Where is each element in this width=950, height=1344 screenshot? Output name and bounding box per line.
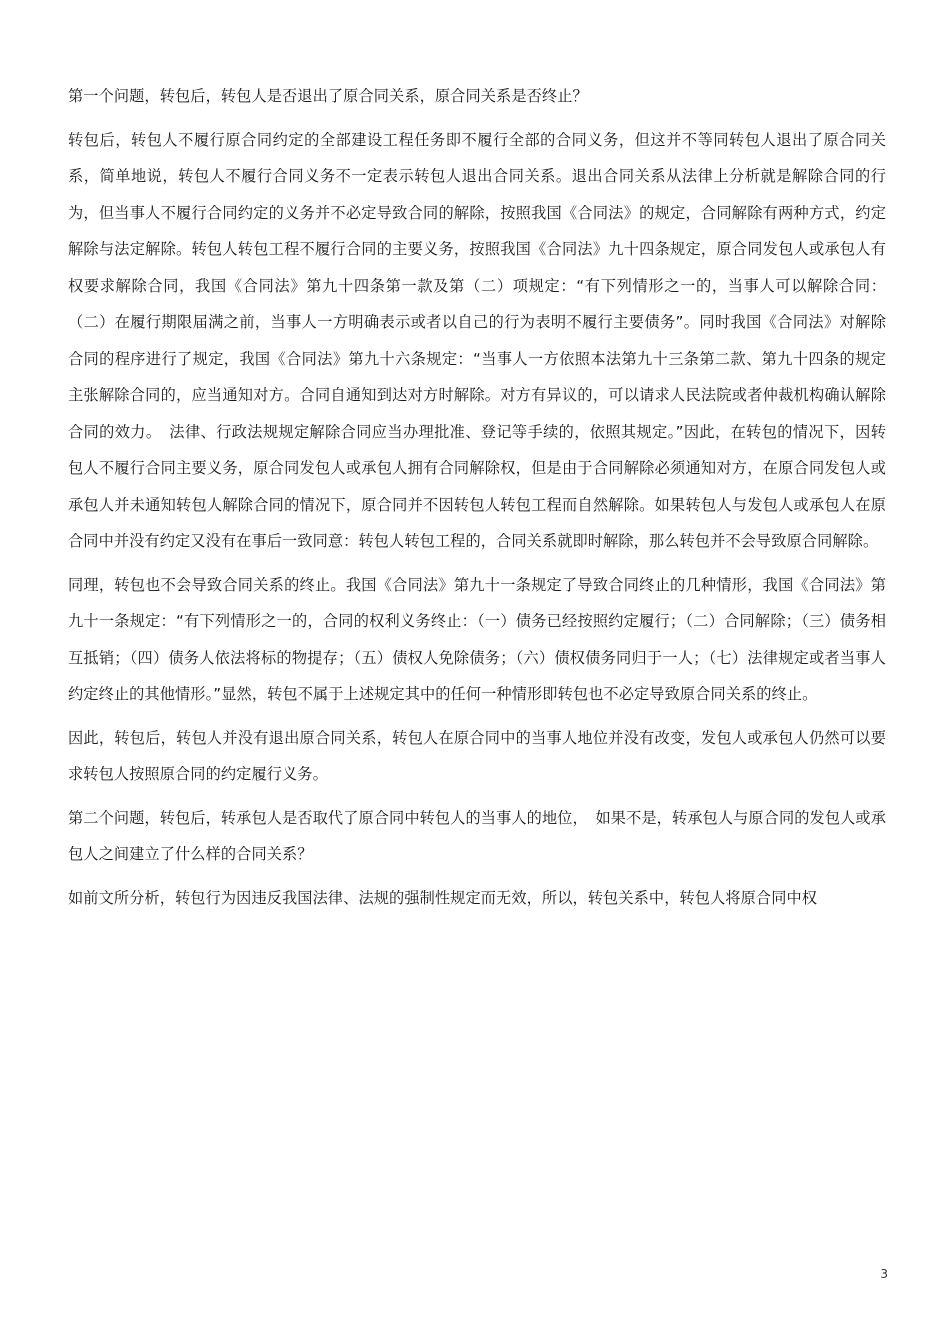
paragraph-question-one: 第一个问题，转包后，转包人是否退出了原合同关系，原合同关系是否终止？: [68, 87, 588, 105]
page-number: 3: [880, 1267, 888, 1281]
paragraph-contract-end-conditions: 同理，转包也不会导致合同关系的终止。我国《合同法》第九十一条规定了导致合同终止的几种情形，我国《合同法》第九十一条规定：“有下列情形之一的，合同的权利义务终止：（一）债务已经按照约定履行；（二）合同解除；（三）债务相互抵销；（四）债务人依法将标的物提存；（五）债权人免除债务；（六）债权债务同归于一人；（七）法律规定或者当事人约定终止的其他情形。”显然，转包不属于上述规定其中的任何一种情形即转包也不必定导致原合同关系的终止。: [68, 575, 886, 703]
paragraph-conclusion-one: 因此，转包后，转包人并没有退出原合同关系，转包人在原合同中的当事人地位并没有改变，发包人或承包人仍然可以要求转包人按照原合同的约定履行义务。: [68, 728, 886, 783]
paragraph-contract-termination-analysis: 转包后，转包人不履行原合同约定的全部建设工程任务即不履行全部的合同义务，但这并不等同转包人退出了原合同关系，简单地说，转包人不履行合同义务不一定表示转包人退出合同关系。退出合同关系从法律上分析就是解除合同的行为，但当事人不履行合同约定的义务并不必定导致合同的解除，按照我国《合同法》的规定，合同解除有两种方式，约定解除与法定解除。转包人转包工程不履行合同的主要义务，按照我国《合同法》九十四条规定，原合同发包人或承包人有权要求解除合同，我国《合同法》第九十四条第一款及第（二）项规定：“有下列情形之一的，当事人可以解除合同：（二）在履行期限届满之前，当事人一方明确表示或者以自己的行为表明不履行主要债务”。同时我国《合同法》对解除合同的程序进行了规定，我国《合同法》第九十六条规定：“当事人一方依照本法第九十三条第二款、第九十四条的规定主张解除合同的，应当通知对方。合同自通知到达对方时解除。对方有异议的，可以请求人民法院或者仲裁机构确认解除合同的效力。 法律、行政法规规定解除合同应当办理批准、登记等手续的，依照其规定。”因此，在转包的情况下，因转包人不履行合同主要义务，原合同发包人或承包人拥有合同解除权，但是由于合同解除必须通知对方，在原合同发包人或承包人并未通知转包人解除合同的情况下，原合同并不因转包人转包工程而自然解除。如果转包人与发包人或承包人在原合同中并没有约定又没有在事后一致同意：转包人转包工程的，合同关系就即时解除，那么转包并不会导致原合同解除。: [68, 130, 886, 550]
paragraph-analysis-continued: 如前文所分析，转包行为因违反我国法律、法规的强制性规定而无效，所以，转包关系中，转包人将原合同中权: [68, 888, 818, 907]
paragraph-question-two: 第二个问题，转包后，转承包人是否取代了原合同中转包人的当事人的地位， 如果不是，转承包人与原合同的发包人或承包人之间建立了什么样的合同关系？: [68, 808, 886, 863]
body-text: [68, 78, 886, 923]
